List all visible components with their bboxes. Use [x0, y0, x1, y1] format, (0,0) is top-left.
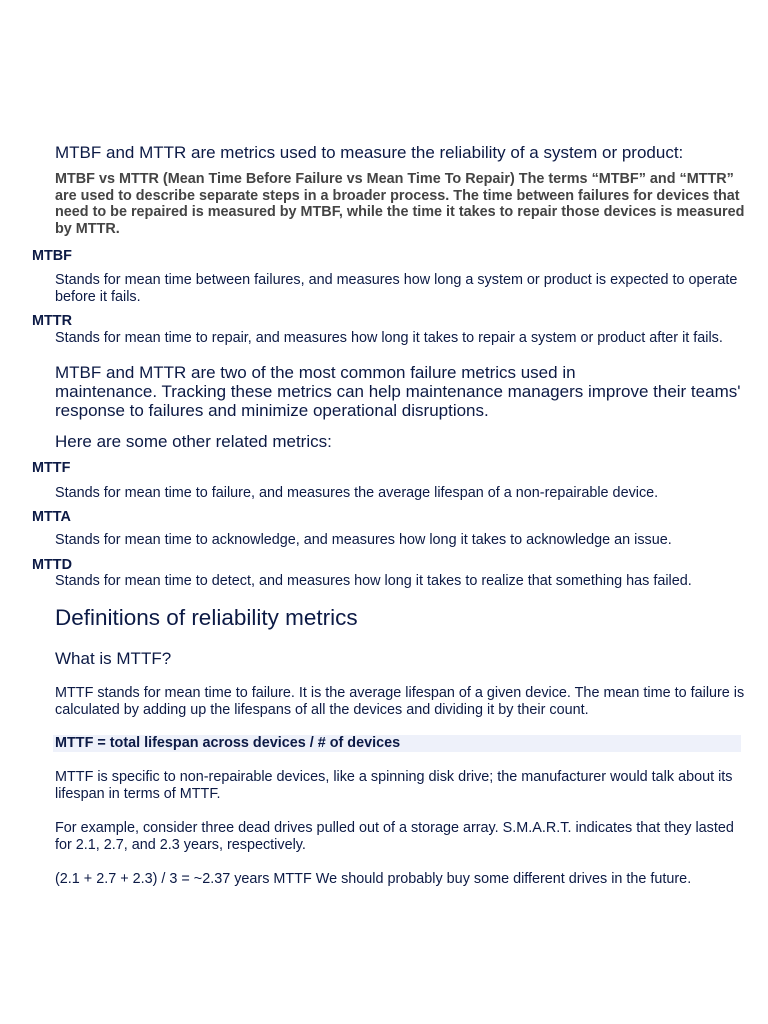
term-mtbf: MTBF [32, 248, 72, 264]
mttf-specific-paragraph: MTTF is specific to non-repairable devices, like a spinning disk drive; the manufacturer would talk about its lifespan in terms of MTTF. [55, 769, 733, 802]
definition-mtta: Stands for mean time to acknowledge, and measures how long it takes to acknowledge an issue. [55, 532, 672, 548]
definition-mtbf: Stands for mean time between failures, and measures how long a system or product is expected to operate before it fails. [55, 272, 738, 305]
definition-mttr: Stands for mean time to repair, and measures how long it takes to repair a system or product after it fails. [55, 330, 723, 346]
term-mttr: MTTR [32, 313, 72, 329]
related-metrics-intro: Here are some other related metrics: [55, 432, 332, 451]
mttf-formula-text: MTTF = total lifespan across devices / # of devices [55, 735, 401, 751]
mtbf-vs-mttr-note: MTBF vs MTTR (Mean Time Before Failure vs Mean Time To Repair) The terms “MTBF” and “MTTR” are used to describe separate steps in a broader process. The time between failures for devices that need to be repaired is measured by MTBF, while the time it takes to repair those devices is measured by MTTR. [55, 171, 745, 237]
term-mttd: MTTD [32, 557, 72, 573]
example-paragraph: For example, consider three dead drives pulled out of a storage array. S.M.A.R.T. indicates that they lasted for 2.1, 2.7, and 2.3 years, respectively. [55, 820, 734, 853]
mttf-formula [53, 735, 741, 752]
term-mttf: MTTF [32, 460, 71, 476]
definition-mttf: Stands for mean time to failure, and measures the average lifespan of a non-repairable device. [55, 485, 659, 501]
common-metrics-line-2: maintenance. Tracking these metrics can help maintenance managers improve their teams' response to failures and minimize operational disruptions. [55, 382, 741, 421]
intro-text: MTBF and MTTR are metrics used to measure the reliability of a system or product: [55, 143, 684, 162]
mttf-paragraph: MTTF stands for mean time to failure. It is the average lifespan of a given device. The mean time to failure is calculated by adding up the lifespans of all the devices and dividing it by their count. [55, 685, 745, 718]
section-subheading: What is MTTF? [55, 649, 172, 668]
example-calculation: (2.1 + 2.7 + 2.3) / 3 = ~2.37 years MTTF We should probably buy some different drives in the future. [55, 871, 692, 887]
section-heading: Definitions of reliability metrics [55, 605, 358, 630]
common-metrics-line-1: MTBF and MTTR are two of the most common failure metrics used in [55, 363, 576, 382]
term-mtta: MTTA [32, 509, 71, 525]
definition-mttd: Stands for mean time to detect, and measures how long it takes to realize that something has failed. [55, 573, 692, 589]
